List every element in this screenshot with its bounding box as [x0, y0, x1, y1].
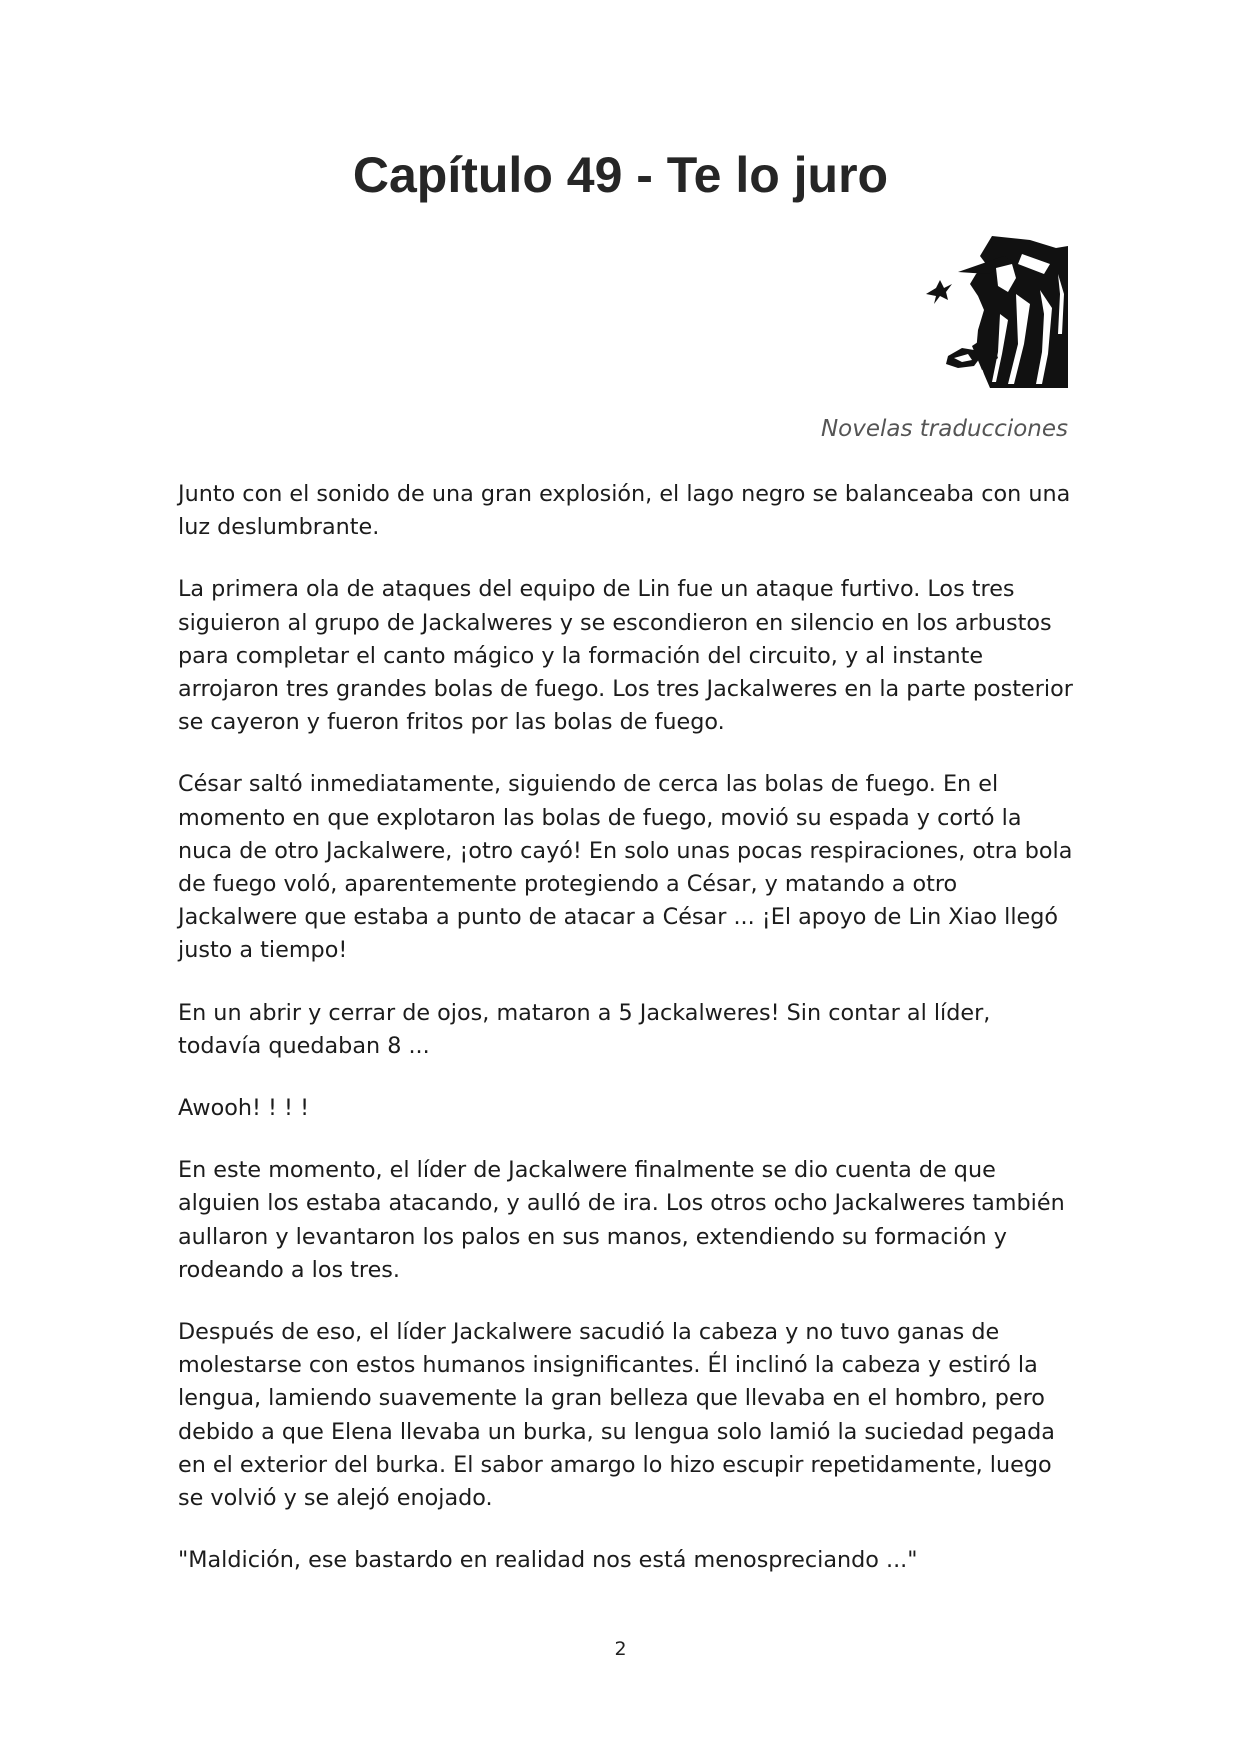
- chapter-title: Capítulo 49 - Te lo juro: [352, 147, 889, 203]
- chapter-body: [178, 478, 1078, 1606]
- paragraph: En este momento, el líder de Jackalwere finalmente se dio cuenta de que alguien los estaba atacando, y aulló de ira. Los otros ocho Jackalweres también aullaron y levantaron los palos en sus manos, extendiendo su formación y rodeando a los tres.: [178, 1157, 1065, 1283]
- page-number: 2: [614, 1638, 627, 1660]
- paragraph: Junto con el sonido de una gran explosión, el lago negro se balanceaba con una luz deslumbrante.: [178, 481, 1071, 541]
- paragraph: César saltó inmediatamente, siguiendo de cerca las bolas de fuego. En el momento en que explotaron las bolas de fuego, movió su espada y cortó la nuca de otro Jackalwere, ¡otro cayó! En solo unas pocas respiraciones, otra bola de fuego voló, aparentemente protegiendo a César, y matando a otro Jackalwere que estaba a punto de atacar a César ... ¡El apoyo de Lin Xiao llegó justo a tiempo!: [178, 771, 1073, 964]
- paragraph: En un abrir y cerrar de ojos, mataron a 5 Jackalweres! Sin contar al líder, todavía quedaban 8 ...: [178, 999, 991, 1059]
- paragraph: Después de eso, el líder Jackalwere sacudió la cabeza y no tuvo ganas de molestarse con estos humanos insignificantes. Él inclinó la cabeza y estiró la lengua, lamiendo suavemente la gran belleza que llevaba en el hombro, pero debido a que Elena llevaba un burka, su lengua solo lamió la suciedad pegada en el exterior del burka. El sabor amargo lo hizo escupir repetidamente, luego se volvió y se alejó enojado.: [178, 1319, 1055, 1512]
- paragraph: "Maldición, ese bastardo en realidad nos está menospreciando ...": [178, 1547, 918, 1574]
- paragraph: La primera ola de ataques del equipo de Lin fue un ataque furtivo. Los tres siguieron al grupo de Jackalweres y se escondieron en silencio en los arbustos para completar el canto mágico y la formación del circuito, y al instante arrojaron tres grandes bolas de fuego. Los tres Jackalweres en la parte posterior se cayeron y fueron fritos por las bolas de fuego.: [178, 576, 1073, 736]
- hooded-figure-with-bird-icon: [918, 234, 1068, 388]
- publisher-credit: Novelas traducciones: [820, 416, 1068, 442]
- paragraph: Awooh! ! ! !: [178, 1095, 310, 1122]
